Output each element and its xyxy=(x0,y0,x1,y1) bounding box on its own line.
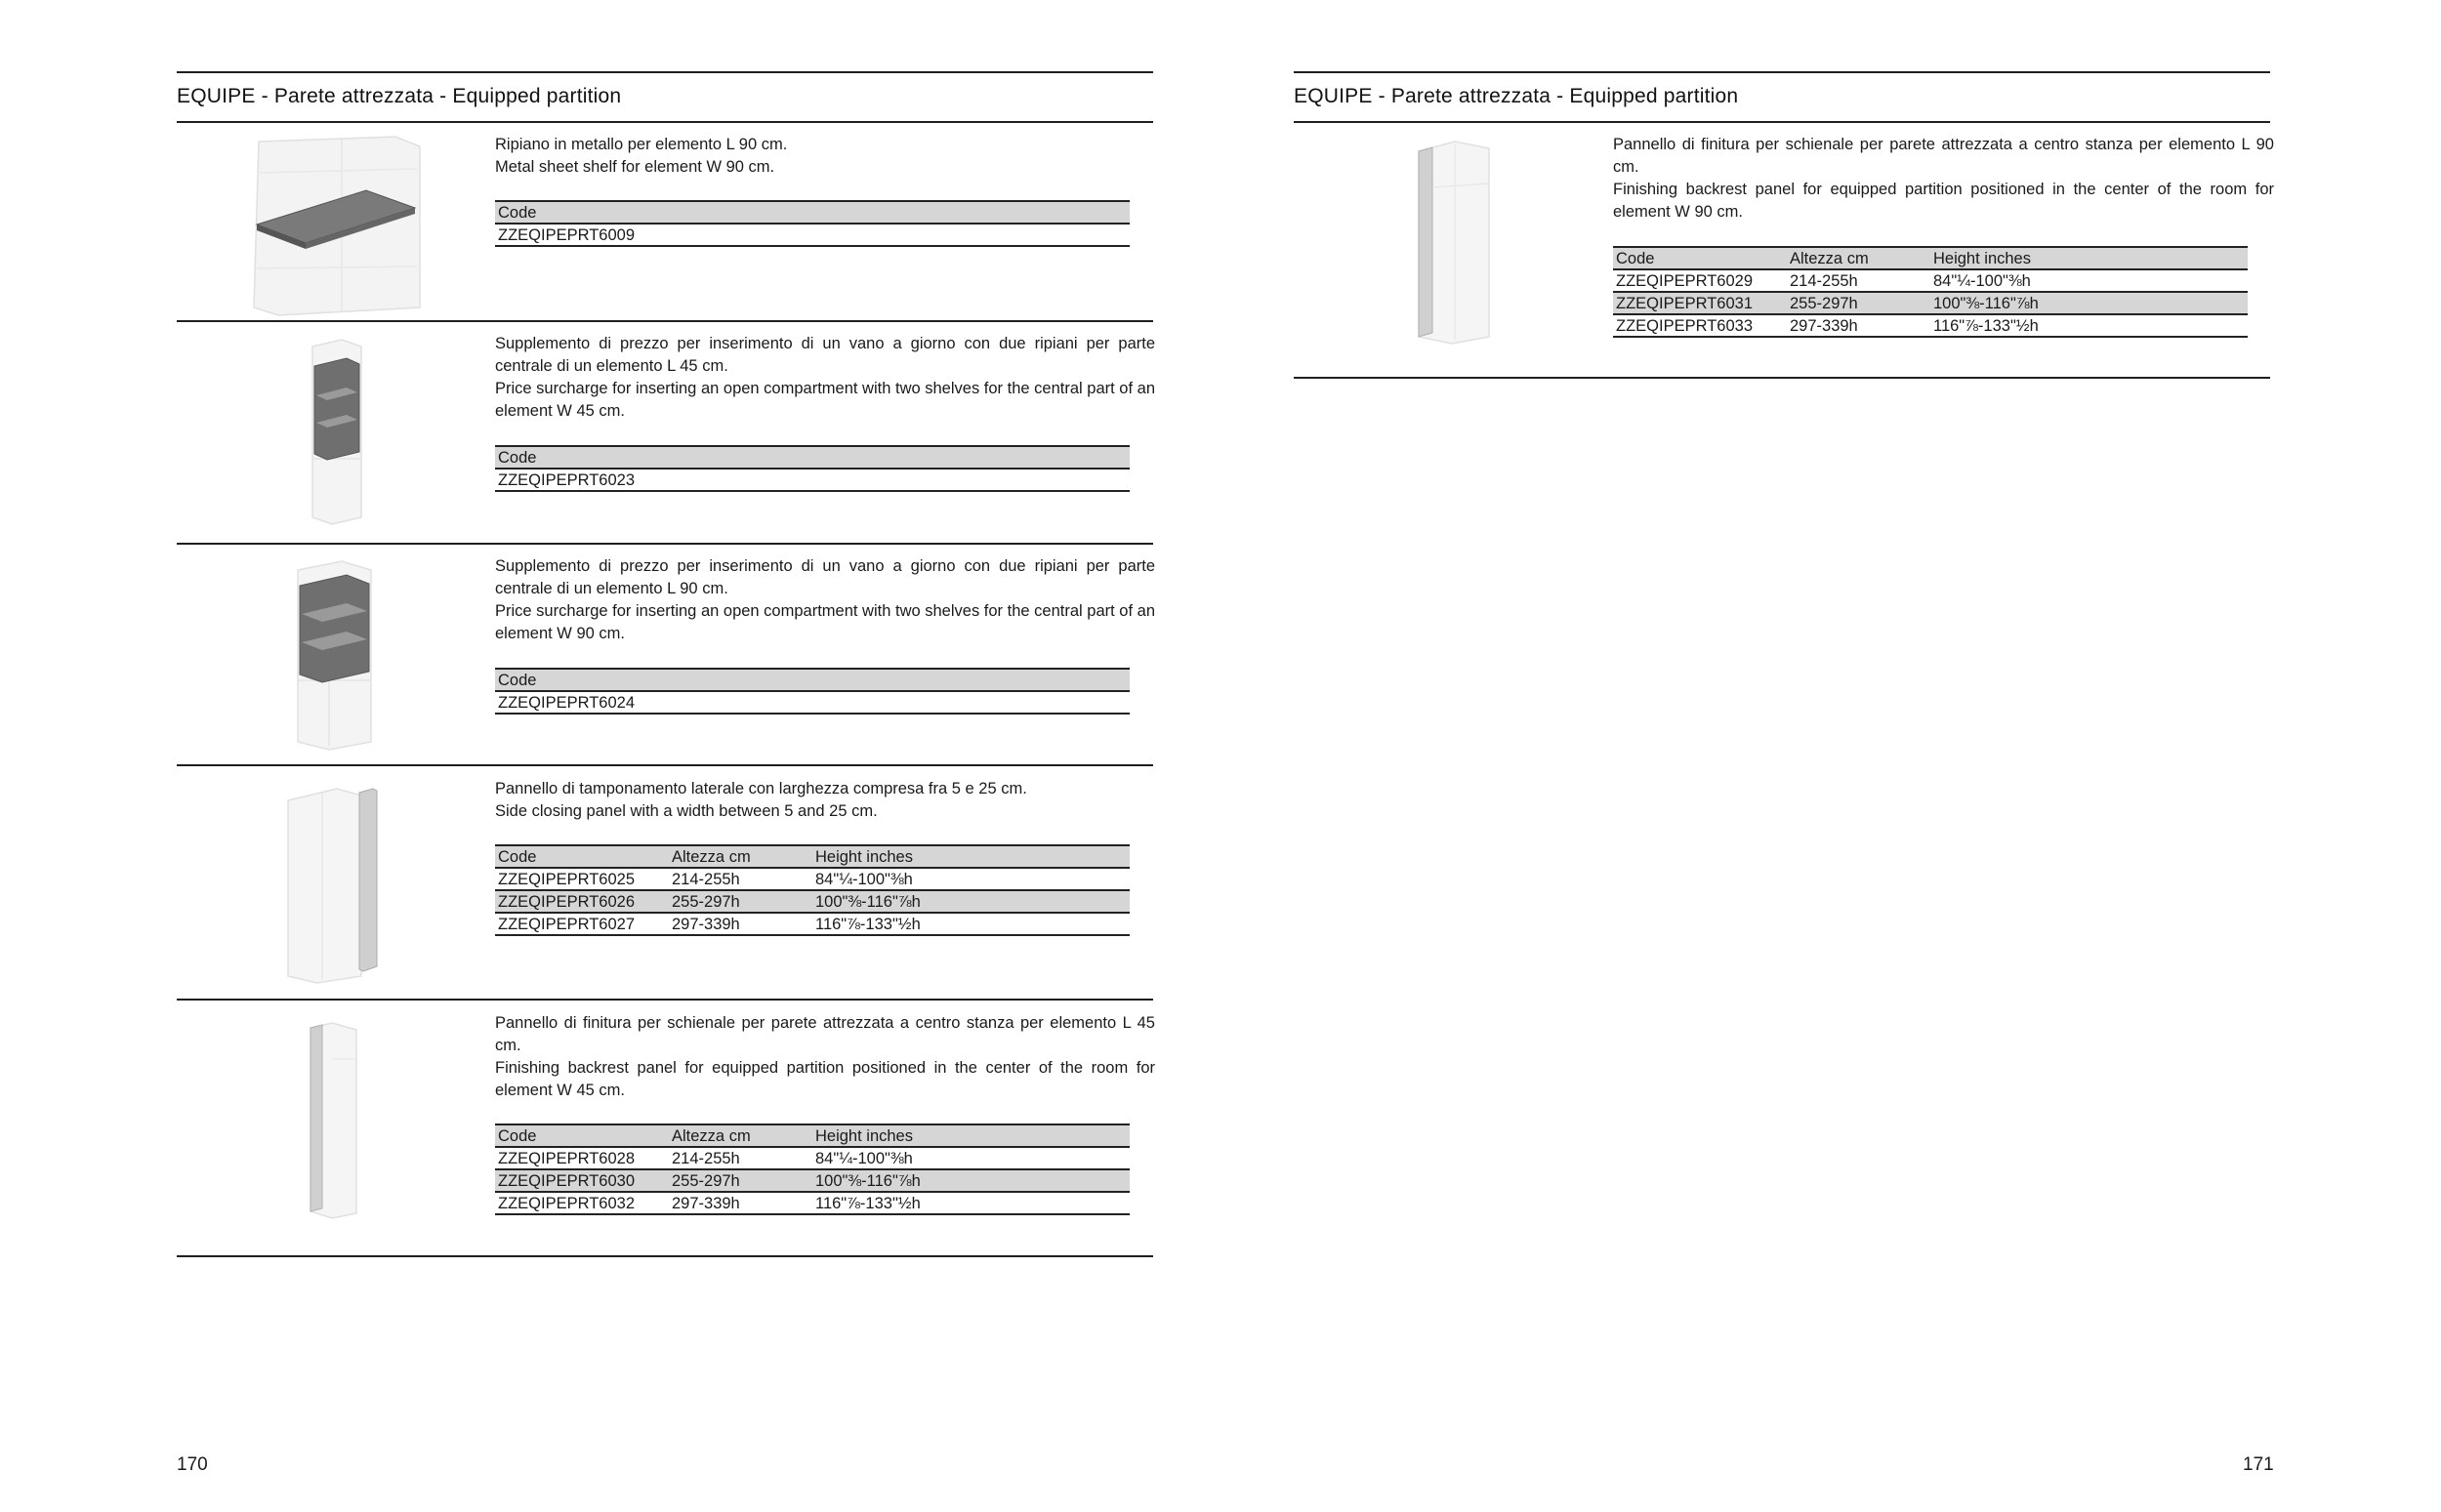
backrest-panel-45-image xyxy=(303,1020,366,1220)
description-english: Side closing panel with a width between 5 and 25 cm. xyxy=(495,802,878,820)
cell-altezza: 255-297h xyxy=(669,890,812,913)
item-description xyxy=(495,1012,1155,1102)
code-table xyxy=(495,200,1130,247)
item-description xyxy=(1613,134,2274,224)
cell-altezza: 297-339h xyxy=(1787,314,1930,337)
cell-code: ZZEQIPEPRT6027 xyxy=(495,913,669,935)
cell-height-inches: 84"¼-100"⅜h xyxy=(812,1147,1130,1169)
column-header-code: Code xyxy=(495,669,1130,691)
table-row xyxy=(495,469,1130,491)
open-compartment-90-image xyxy=(288,558,381,752)
cell-code: ZZEQIPEPRT6030 xyxy=(495,1169,669,1192)
column-header-code: Code xyxy=(495,845,669,868)
table-row xyxy=(495,1192,1130,1214)
section-divider xyxy=(1294,377,2270,379)
item-description xyxy=(495,134,1155,179)
table-row xyxy=(1613,292,2248,314)
code-table xyxy=(495,445,1130,492)
table-row xyxy=(1613,269,2248,292)
header-top-rule xyxy=(177,71,1153,73)
item-description xyxy=(495,333,1155,423)
cell-code: ZZEQIPEPRT6024 xyxy=(495,691,1130,714)
page-title: EQUIPE - Parete attrezzata - Equipped partition xyxy=(1294,85,1739,107)
column-header-code: Code xyxy=(495,446,1130,469)
cell-altezza: 255-297h xyxy=(1787,292,1930,314)
item-description xyxy=(495,555,1155,645)
table-row xyxy=(495,1169,1130,1192)
cell-code: ZZEQIPEPRT6026 xyxy=(495,890,669,913)
header-bottom-rule xyxy=(1294,121,2270,123)
side-closing-panel-image xyxy=(283,781,386,986)
cell-code: ZZEQIPEPRT6031 xyxy=(1613,292,1787,314)
column-header-altezza: Altezza cm xyxy=(1787,247,1930,269)
description-english: Price surcharge for inserting an open compartment with two shelves for the central part of an element W 45 cm. xyxy=(495,380,1155,420)
cell-height-inches: 116"⅞-133"½h xyxy=(812,1192,1130,1214)
section-divider xyxy=(177,999,1153,1001)
code-table xyxy=(1613,246,2248,338)
column-header-code: Code xyxy=(1613,247,1787,269)
metal-shelf-image xyxy=(249,132,425,317)
description-english: Finishing backrest panel for equipped partition positioned in the center of the room for element W 90 cm. xyxy=(1613,181,2274,221)
column-header-altezza: Altezza cm xyxy=(669,845,812,868)
cell-code: ZZEQIPEPRT6033 xyxy=(1613,314,1787,337)
header-bottom-rule xyxy=(177,121,1153,123)
table-row xyxy=(1613,314,2248,337)
code-table xyxy=(495,1124,1130,1215)
page-number: 171 xyxy=(2243,1454,2274,1475)
section-divider xyxy=(177,543,1153,545)
page-number: 170 xyxy=(177,1454,208,1475)
backrest-panel-90-image xyxy=(1411,137,1494,347)
cell-altezza: 214-255h xyxy=(669,1147,812,1169)
code-table xyxy=(495,668,1130,715)
description-italian: Supplemento di prezzo per inserimento di un vano a giorno con due ripiani per parte centrale di un elemento L 45 cm. xyxy=(495,335,1155,375)
cell-code: ZZEQIPEPRT6009 xyxy=(495,224,1130,246)
column-header-height-inches: Height inches xyxy=(812,1124,1130,1147)
section-divider xyxy=(177,320,1153,322)
cell-height-inches: 84"¼-100"⅜h xyxy=(1930,269,2248,292)
code-table xyxy=(495,844,1130,936)
cell-code: ZZEQIPEPRT6025 xyxy=(495,868,669,890)
table-row xyxy=(495,691,1130,714)
cell-altezza: 214-255h xyxy=(1787,269,1930,292)
item-description xyxy=(495,778,1155,823)
cell-code: ZZEQIPEPRT6032 xyxy=(495,1192,669,1214)
section-divider xyxy=(177,1255,1153,1257)
cell-height-inches: 84"¼-100"⅜h xyxy=(812,868,1130,890)
description-italian: Supplemento di prezzo per inserimento di un vano a giorno con due ripiani per parte centrale di un elemento L 90 cm. xyxy=(495,557,1155,597)
table-row xyxy=(495,890,1130,913)
description-english: Finishing backrest panel for equipped partition positioned in the center of the room for element W 45 cm. xyxy=(495,1059,1155,1099)
description-english: Metal sheet shelf for element W 90 cm. xyxy=(495,158,775,176)
description-italian: Pannello di finitura per schienale per parete attrezzata a centro stanza per elemento L 45 cm. xyxy=(495,1014,1155,1054)
column-header-code: Code xyxy=(495,201,1130,224)
page-title: EQUIPE - Parete attrezzata - Equipped partition xyxy=(177,85,622,107)
cell-height-inches: 116"⅞-133"½h xyxy=(1930,314,2248,337)
cell-altezza: 214-255h xyxy=(669,868,812,890)
cell-altezza: 297-339h xyxy=(669,913,812,935)
column-header-height-inches: Height inches xyxy=(1930,247,2248,269)
description-italian: Ripiano in metallo per elemento L 90 cm. xyxy=(495,136,788,153)
right-page xyxy=(1220,0,2441,1512)
column-header-code: Code xyxy=(495,1124,669,1147)
cell-height-inches: 100"⅜-116"⅞h xyxy=(812,890,1130,913)
table-row xyxy=(495,1147,1130,1169)
description-italian: Pannello di finitura per schienale per parete attrezzata a centro stanza per elemento L 90 cm. xyxy=(1613,136,2274,176)
table-row xyxy=(495,224,1130,246)
cell-height-inches: 100"⅜-116"⅞h xyxy=(1930,292,2248,314)
open-compartment-45-image xyxy=(303,337,371,527)
cell-height-inches: 100"⅜-116"⅞h xyxy=(812,1169,1130,1192)
column-header-height-inches: Height inches xyxy=(812,845,1130,868)
table-row xyxy=(495,913,1130,935)
description-italian: Pannello di tamponamento laterale con larghezza compresa fra 5 e 25 cm. xyxy=(495,780,1027,797)
section-divider xyxy=(177,764,1153,766)
left-page xyxy=(0,0,1220,1512)
column-header-altezza: Altezza cm xyxy=(669,1124,812,1147)
cell-altezza: 255-297h xyxy=(669,1169,812,1192)
cell-altezza: 297-339h xyxy=(669,1192,812,1214)
table-row xyxy=(495,868,1130,890)
header-top-rule xyxy=(1294,71,2270,73)
cell-code: ZZEQIPEPRT6028 xyxy=(495,1147,669,1169)
cell-height-inches: 116"⅞-133"½h xyxy=(812,913,1130,935)
description-english: Price surcharge for inserting an open compartment with two shelves for the central part of an element W 90 cm. xyxy=(495,602,1155,642)
cell-code: ZZEQIPEPRT6029 xyxy=(1613,269,1787,292)
cell-code: ZZEQIPEPRT6023 xyxy=(495,469,1130,491)
